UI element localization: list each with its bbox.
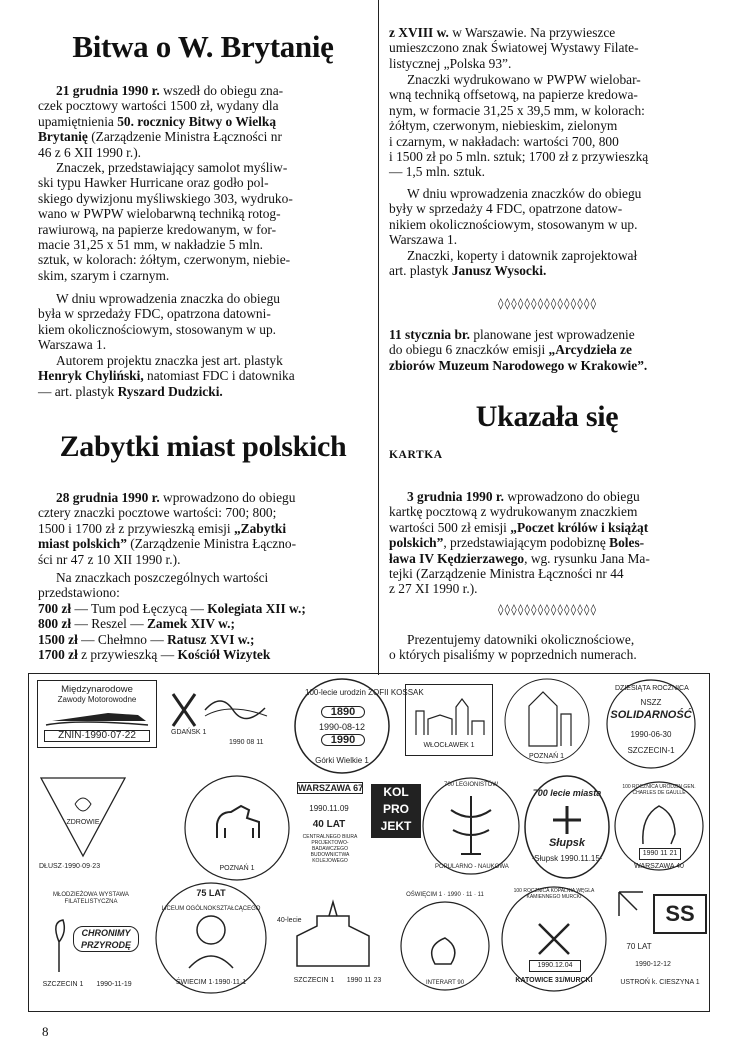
postmark-motorowodne — [37, 680, 157, 748]
postmark-text: USTROŃ k. CIESZYNA 1 — [620, 979, 700, 986]
postmark-text: INTERART 90 — [425, 980, 465, 986]
postmark-date: ·Słupsk 1990.11.15· — [531, 854, 603, 863]
section-label-kartka: KARTKA — [389, 449, 443, 461]
postmark-text: CENTRALNEGO BIURA PROJEKTOWO-BADAWCZEGO BUDOWNICTWA KOLEJOWEGO — [302, 834, 358, 864]
postmark-text: 1890 — [321, 706, 365, 718]
kolprojekt-logo: KOL PRO JEKT — [371, 784, 421, 838]
postmark-text: POPULARNO - NAUKOWA — [435, 864, 509, 870]
postmark-text: 700 LEGIONISTÓW — [443, 782, 498, 788]
postmark-text: 700 lecie miasta — [532, 788, 602, 798]
postmark-text: POZNAŃ 1 — [529, 753, 565, 760]
postmark-text: Zawody Motorowodne — [57, 695, 137, 704]
postmark-legionistow — [421, 774, 521, 878]
postmark-solidarnosc — [601, 678, 701, 770]
ornament-divider: ◊◊◊◊◊◊◊◊◊◊◊◊◊◊◊ — [497, 297, 597, 310]
postmark-text: 40 LAT — [312, 819, 346, 830]
postmark-text: SZCZECIN 1 — [42, 981, 84, 988]
postmark-text: POZNAŃ 1 — [219, 865, 255, 872]
bitwa-intro: 21 grudnia 1990 r. wszedł do obiegu zna- czek pocztowy wartości 1500 zł, wydany dla upamiętnienia 50. rocznicy Bitwy o Wielką Brytanię (Zarządzenie Ministra Łączności nr 46 z 6 XII 1990 r.). — [38, 83, 284, 160]
postmark-interart — [395, 890, 495, 994]
postmarks-panel — [28, 673, 710, 1012]
postmark-text: 70 LAT — [626, 942, 652, 951]
zabytki-intro: 28 grudnia 1990 r. wprowadzono do obiegu cztery znaczki pocztowe wartości: 700; 800; 1500 i 1700 zł z przywieszką emisji „Zabytki miast polskich” (Zarządzenie Ministra Łączno- ści nr 47 z 10 XII 1990 r.). — [38, 490, 297, 567]
postmark-text: Międzynarodowe — [61, 684, 133, 695]
postmark-text: WARSZAWA 40 — [634, 863, 684, 870]
postmark-date: 1990 08 11 — [229, 739, 264, 746]
postmark-kolprojekt — [297, 782, 425, 866]
value-item: 700 zł — Tum pod Łęczycą — Kolegiata XII w.; — [38, 601, 306, 616]
bitwa-description: Znaczek, przedstawiający samolot myśliw- ski typu Hawker Hurricane oraz godło pol- skiego dywizjonu myśliwskiego 303, wydruko- wano w PWPW wielobarwną techniką rotog- rawiurową, na papierze kredowanym, w for- macie 31,25 x 51 mm, w nakładzie 5 mln. sztuk, w kolorach: żółtym, czerwonym, niebie- skim, szarym i czarnym. — [38, 160, 293, 283]
postmark-liceum — [153, 880, 269, 996]
zabytki-continued: z XVIII w. w Warszawie. Na przywieszce umieszczono znak Światowej Wystawy Filate- listycznej „Polska 93”. — [389, 25, 639, 71]
postmark-text: GDAŃSK 1 — [171, 729, 207, 736]
postmark-slupsk — [523, 774, 611, 880]
zabytki-values-list — [38, 601, 368, 663]
postmark-katowice — [499, 884, 609, 994]
postmark-date: ŚWIECIM 1·1990·11·1 — [175, 979, 247, 986]
postmark-text: Górki Wielkie 1 — [315, 756, 369, 765]
postmark-date: 1990.12.04 — [529, 960, 581, 972]
kartka-description: 3 grudnia 1990 r. wprowadzono do obiegu kartkę pocztową z wydrukowanym znaczkiem wartości 500 zł emisji „Poczet królów i książąt polskich”, przedstawiającym podobiznę Boles- ława IV Kędzierzawego, wg. rysunku Jana Ma- tejki (Zarządzenie Ministra Łączności nr 44 z 27 XI 1990 r.). — [389, 489, 650, 597]
postmark-date: DŁUSZ·1990·09·23 — [39, 863, 101, 870]
postmark-date: 1990-11-19 — [96, 981, 132, 988]
postmark-text: 1990 — [321, 734, 365, 746]
postmark-text: SZCZECIN 1 — [293, 977, 335, 984]
postmark-text: ZDROWIE — [66, 819, 100, 826]
postmark-gdansk — [169, 686, 274, 746]
postmark-date: 1990-08-12 — [318, 722, 366, 732]
postmark-text: WARSZAWA 67 — [298, 783, 364, 793]
zabytki-printing: Znaczki wydrukowano w PWPW wielobar- wną techniką offsetową, na papierze kredowa- nym, w formacie 31,25 x 39,5 mm, w kolorach: żółtym, czerwonym, niebieskim, zielonym i czarnym, w nakładach: wartości 700, 800 i 1500 zł po 5 mln. sztuk; 1700 zł z przywieszką — 1,5 mln. sztuk. — [389, 72, 649, 180]
postmark-text: 100 ROCZNICA URODZIN GEN. CHARLES DE GAULLE — [622, 784, 696, 796]
postmark-date: 1990 11 23 — [346, 977, 382, 984]
bitwa-fdc: W dniu wprowadzenia znaczka do obiegu była w sprzedaży FDC, opatrzona datowni- kiem okolicznościowym, stosowanym w up. Warszawa 1. — [38, 291, 280, 353]
postmark-date: 1990.11.09 — [309, 804, 349, 813]
article-title-bitwa: Bitwa o W. Brytanię — [72, 29, 334, 64]
postmark-chronimy-przyrode — [41, 892, 141, 992]
postmark-text: MŁODZIEŻOWA WYSTAWA FILATELISTYCZNA — [53, 892, 129, 905]
postmark-text: DZIESIĄTA ROCZNICA — [615, 685, 689, 692]
postmark-de-gaulle — [613, 774, 705, 878]
postmark-ustron — [613, 886, 707, 994]
postmark-text: SZCZECIN-1 — [627, 746, 675, 755]
article-title-ukazala: Ukazała się — [475, 400, 619, 433]
postmark-date: 1990 11 21 — [639, 848, 681, 860]
triangle-frame-icon — [35, 774, 131, 860]
postmark-text: CHRONIMY PRZYRODĘ — [73, 926, 139, 952]
postmark-text: Słupsk — [548, 837, 586, 849]
postmark-text: 75 LAT — [196, 888, 226, 898]
postmark-text: WŁOCŁAWEK 1 — [423, 742, 475, 749]
postmark-text: OŚWIĘCIM 1 · 1990 · 11 · 11 — [406, 892, 484, 898]
column-divider — [378, 0, 379, 675]
postmark-text: NSZZ — [640, 698, 662, 707]
postmark-dog-show — [179, 772, 295, 884]
postmark-poznan-building — [499, 676, 595, 766]
postmark-wloclawek — [405, 684, 493, 756]
postmark-dlusz — [35, 774, 131, 870]
postmark-text: 100-lecie urodzin ZOFII KOSSAK — [305, 688, 424, 697]
zabytki-fdc: W dniu wprowadzenia znaczków do obiegu były w sprzedaży 4 FDC, opatrzone datow- nikiem okolicznościowym, stosowanym w up. Warszawa 1. — [389, 186, 642, 248]
value-item: 1700 zł z przywieszką — Kościół Wizytek — [38, 647, 271, 663]
postmark-kossak — [287, 676, 424, 776]
value-item: 800 zł — Reszel — Zamek XIV w.; — [38, 616, 235, 632]
page-number: 8 — [42, 1024, 49, 1039]
bitwa-authors: Autorem projektu znaczka jest art. plastyk Henryk Chyliński, natomiast FDC i datownika — art. plastyk Ryszard Dudzicki. — [38, 353, 295, 399]
datowniki-intro: Prezentujemy datowniki okolicznościowe, o których pisaliśmy w poprzednich numerach. — [389, 632, 637, 663]
postmark-date: 1990-06-30 — [630, 730, 672, 739]
postmark-text: 40-lecie — [277, 917, 302, 924]
postmark-text: KATOWICE 31/MURCKI — [515, 977, 593, 984]
company-logo: SS — [653, 894, 707, 934]
zabytki-values-intro: Na znaczkach poszczególnych wartości przedstawiono: — [38, 570, 269, 601]
postmark-szczecin-building — [273, 886, 393, 992]
postmark-date: ZNIN·1990·07·22 — [44, 730, 150, 742]
postmark-date: 1990-12-12 — [635, 961, 671, 968]
zabytki-designer: Znaczki, koperty i datownik zaprojektował art. plastyk Janusz Wysocki. — [389, 248, 638, 279]
article-title-zabytki: Zabytki miast polskich — [59, 430, 347, 463]
arcydziela-announcement: 11 stycznia br. planowane jest wprowadzenie do obiegu 6 znaczków emisji „Arcydzieła ze zbiorów Muzeum Narodowego w Krakowie”. — [389, 327, 648, 373]
ornament-divider-2: ◊◊◊◊◊◊◊◊◊◊◊◊◊◊◊ — [497, 603, 597, 616]
value-item: 1500 zł — Chełmno — Ratusz XVI w.; — [38, 631, 255, 647]
postmark-text: LICEUM OGÓLNOKSZTAŁCĄCEGO — [161, 906, 261, 912]
postmark-text: SOLIDARNOŚĆ — [610, 709, 692, 721]
postmark-text: 100 ROCZNICA KOPALNIA WĘGLA KAMIENNEGO MURCKI — [513, 888, 595, 900]
